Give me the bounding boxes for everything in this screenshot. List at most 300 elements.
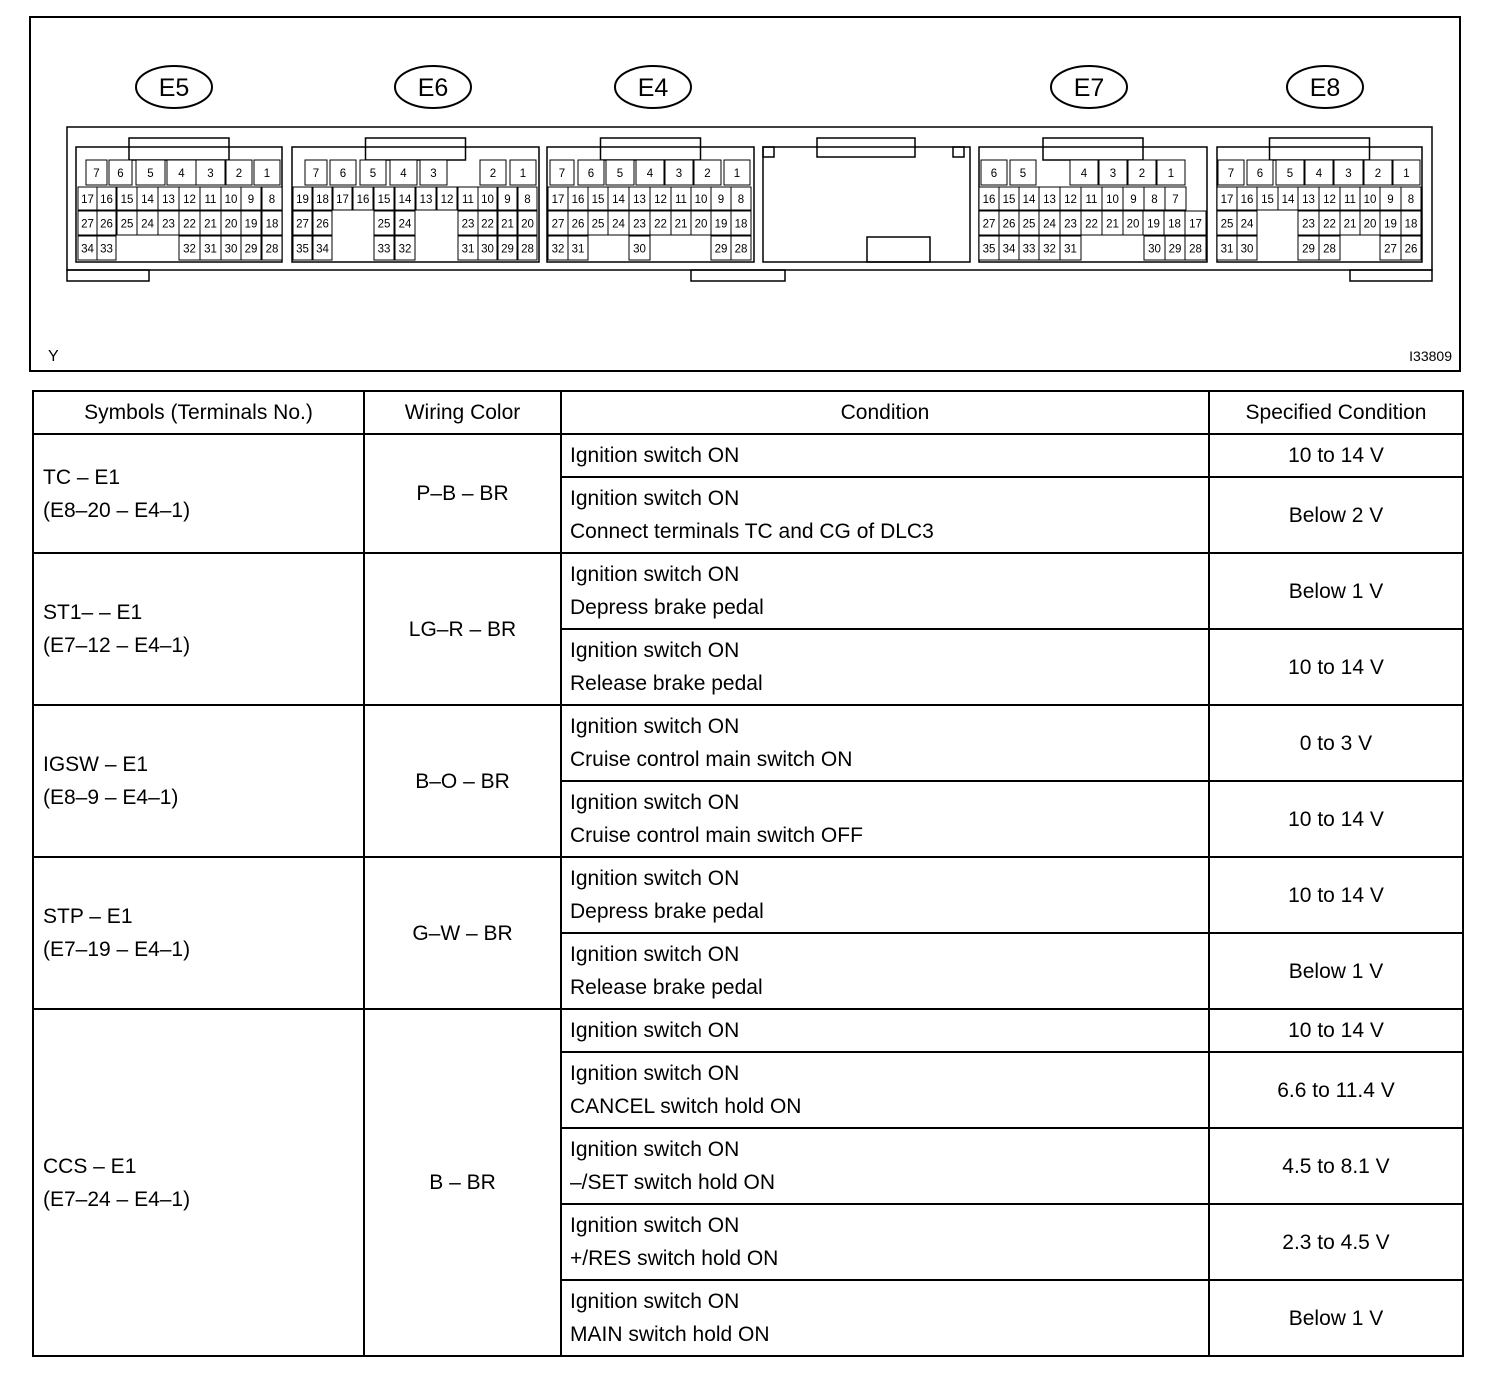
condition-line: Cruise control main switch OFF bbox=[570, 824, 863, 847]
terminal-pin bbox=[1319, 236, 1340, 260]
svg-text:8: 8 bbox=[524, 194, 531, 206]
terminal-pin bbox=[416, 187, 436, 210]
symbol-label: STP – E1 bbox=[43, 905, 133, 928]
condition-line: Release brake pedal bbox=[570, 976, 763, 999]
svg-text:10: 10 bbox=[481, 194, 494, 206]
terminal-pin bbox=[478, 211, 497, 235]
svg-text:11: 11 bbox=[1085, 194, 1098, 206]
specified-condition-cell: 10 to 14 V bbox=[1209, 1009, 1463, 1052]
terminal-pin bbox=[97, 236, 116, 260]
svg-text:2: 2 bbox=[1374, 168, 1382, 180]
terminal-pin bbox=[480, 160, 506, 185]
terminal-pin bbox=[1237, 211, 1257, 235]
connector-diagram bbox=[0, 0, 1504, 380]
svg-text:17: 17 bbox=[1220, 194, 1234, 206]
terminal-pin bbox=[731, 187, 751, 210]
svg-text:2: 2 bbox=[235, 168, 243, 180]
svg-text:12: 12 bbox=[183, 194, 196, 206]
terminal-pin bbox=[1185, 236, 1206, 260]
svg-text:29: 29 bbox=[501, 243, 514, 256]
specified-condition-cell: 10 to 14 V bbox=[1209, 857, 1463, 933]
terminal-numbers: (E7–24 – E4–1) bbox=[43, 1187, 191, 1211]
svg-text:20: 20 bbox=[1363, 218, 1377, 231]
terminal-pin bbox=[1340, 187, 1360, 210]
condition-cell bbox=[561, 1128, 1209, 1204]
terminal-pin bbox=[137, 187, 158, 210]
terminal-pin bbox=[78, 236, 97, 260]
svg-text:11: 11 bbox=[675, 194, 687, 206]
svg-text:33: 33 bbox=[100, 243, 113, 256]
svg-text:21: 21 bbox=[1343, 218, 1357, 231]
terminal-pin bbox=[568, 236, 588, 260]
terminal-pin bbox=[226, 160, 252, 185]
header-specified-condition: Specified Condition bbox=[1209, 391, 1463, 434]
condition-line: Depress brake pedal bbox=[570, 596, 764, 619]
terminal-pin bbox=[498, 187, 517, 210]
svg-text:1: 1 bbox=[733, 168, 741, 180]
svg-text:6: 6 bbox=[990, 168, 998, 180]
svg-text:31: 31 bbox=[1064, 243, 1077, 256]
terminal-pin bbox=[179, 211, 200, 235]
svg-text:21: 21 bbox=[1106, 218, 1119, 231]
condition-line: Cruise control main switch ON bbox=[570, 748, 853, 771]
terminal-pin bbox=[981, 160, 1007, 185]
svg-text:2: 2 bbox=[704, 168, 711, 180]
terminal-pin bbox=[510, 160, 536, 185]
terminal-pin bbox=[179, 187, 200, 210]
terminal-pin bbox=[629, 211, 650, 235]
terminal-numbers: (E7–12 – E4–1) bbox=[43, 634, 191, 657]
terminal-pin bbox=[262, 211, 282, 235]
terminal-pin bbox=[1123, 211, 1143, 235]
terminal-pin bbox=[200, 236, 221, 260]
terminal-pin bbox=[293, 236, 312, 260]
terminal-pin bbox=[1060, 187, 1081, 210]
specified-condition-cell: 10 to 14 V bbox=[1209, 629, 1463, 705]
svg-text:17: 17 bbox=[81, 194, 94, 206]
terminal-pin bbox=[1081, 187, 1102, 210]
terminal-pin bbox=[1217, 211, 1237, 235]
terminal-pin bbox=[1081, 211, 1102, 235]
condition-line: Ignition switch ON bbox=[570, 1062, 740, 1085]
terminal-pin bbox=[1298, 211, 1319, 235]
terminal-pin bbox=[1185, 211, 1206, 235]
svg-text:6: 6 bbox=[117, 168, 124, 180]
svg-text:22: 22 bbox=[183, 218, 196, 231]
connector-latch bbox=[1270, 138, 1370, 160]
svg-text:9: 9 bbox=[504, 194, 511, 206]
condition-cell bbox=[561, 857, 1209, 933]
svg-text:18: 18 bbox=[734, 218, 748, 231]
condition-cell bbox=[561, 553, 1209, 629]
terminal-pin bbox=[731, 236, 751, 260]
svg-text:20: 20 bbox=[224, 218, 238, 231]
terminal-pin bbox=[437, 187, 457, 210]
terminal-pin bbox=[241, 187, 261, 210]
svg-text:23: 23 bbox=[633, 218, 646, 231]
svg-text:23: 23 bbox=[1064, 218, 1077, 231]
condition-line: Ignition switch ON bbox=[570, 1290, 740, 1313]
svg-text:10: 10 bbox=[1363, 194, 1377, 206]
svg-text:21: 21 bbox=[204, 218, 217, 231]
svg-text:15: 15 bbox=[1261, 194, 1274, 206]
connector-e7 bbox=[979, 66, 1207, 262]
svg-text:19: 19 bbox=[1384, 218, 1397, 231]
svg-text:27: 27 bbox=[81, 218, 94, 231]
condition-line: Ignition switch ON bbox=[570, 943, 740, 966]
svg-text:7: 7 bbox=[1227, 168, 1235, 180]
connector-e4 bbox=[547, 66, 754, 262]
svg-text:30: 30 bbox=[1240, 243, 1254, 256]
terminal-pin bbox=[518, 211, 537, 235]
svg-text:14: 14 bbox=[612, 194, 625, 206]
symbol-cell bbox=[33, 1009, 364, 1356]
svg-text:25: 25 bbox=[591, 218, 605, 231]
terminal-pin bbox=[711, 236, 731, 260]
condition-line: Ignition switch ON bbox=[570, 444, 740, 467]
terminal-pin bbox=[724, 160, 750, 185]
terminal-pin bbox=[588, 211, 608, 235]
wiring-color-cell: B–O – BR bbox=[364, 705, 561, 857]
svg-text:20: 20 bbox=[694, 218, 708, 231]
svg-text:30: 30 bbox=[224, 243, 238, 256]
terminal-pin bbox=[1257, 187, 1278, 210]
svg-text:26: 26 bbox=[571, 218, 585, 231]
table-row bbox=[33, 553, 1463, 629]
terminal-pin bbox=[420, 160, 447, 185]
specified-condition-cell: Below 1 V bbox=[1209, 1280, 1463, 1356]
terminal-pin bbox=[330, 160, 356, 185]
terminal-spec-table bbox=[32, 390, 1464, 1357]
svg-text:19: 19 bbox=[296, 194, 309, 206]
terminal-pin bbox=[979, 187, 999, 210]
terminal-pin bbox=[518, 187, 537, 210]
terminal-pin bbox=[518, 236, 537, 260]
condition-line: Ignition switch ON bbox=[570, 1019, 740, 1042]
svg-text:9: 9 bbox=[1387, 194, 1394, 206]
svg-text:19: 19 bbox=[1147, 218, 1160, 231]
terminal-pin bbox=[1039, 187, 1060, 210]
svg-text:32: 32 bbox=[551, 243, 565, 256]
svg-text:6: 6 bbox=[1256, 168, 1264, 180]
header-symbols: Symbols (Terminals No.) bbox=[33, 391, 364, 434]
terminal-pin bbox=[691, 187, 711, 210]
condition-cell bbox=[561, 705, 1209, 781]
table-row bbox=[33, 857, 1463, 933]
svg-text:3: 3 bbox=[207, 168, 214, 180]
terminal-pin bbox=[395, 211, 415, 235]
connector-label: E8 bbox=[1309, 74, 1341, 102]
terminal-numbers: (E7–19 – E4–1) bbox=[43, 938, 191, 961]
svg-text:8: 8 bbox=[737, 194, 745, 206]
terminal-pin bbox=[374, 211, 394, 235]
terminal-pin bbox=[1218, 160, 1244, 185]
svg-text:12: 12 bbox=[440, 194, 454, 206]
svg-text:33: 33 bbox=[377, 243, 391, 256]
svg-text:33: 33 bbox=[1022, 243, 1036, 256]
terminal-pin bbox=[97, 211, 116, 235]
table-row bbox=[33, 434, 1463, 477]
svg-text:29: 29 bbox=[714, 243, 728, 256]
condition-cell bbox=[561, 933, 1209, 1009]
terminal-pin bbox=[731, 211, 751, 235]
terminal-pin bbox=[1237, 236, 1257, 260]
terminal-pin bbox=[694, 160, 721, 185]
svg-text:5: 5 bbox=[616, 168, 624, 180]
terminal-pin bbox=[1128, 160, 1156, 185]
terminal-pin bbox=[179, 236, 200, 260]
terminal-pin bbox=[313, 187, 332, 210]
svg-text:13: 13 bbox=[633, 194, 646, 206]
terminal-pin bbox=[78, 187, 97, 210]
terminal-pin bbox=[1157, 160, 1185, 185]
terminal-pin bbox=[97, 187, 116, 210]
svg-text:29: 29 bbox=[1302, 243, 1315, 256]
svg-text:23: 23 bbox=[461, 218, 475, 231]
terminal-pin bbox=[1010, 160, 1036, 185]
svg-text:16: 16 bbox=[571, 194, 585, 206]
svg-text:1: 1 bbox=[263, 168, 271, 180]
specified-condition-cell: 4.5 to 8.1 V bbox=[1209, 1128, 1463, 1204]
svg-text:25: 25 bbox=[377, 218, 391, 231]
specified-condition-cell: 6.6 to 11.4 V bbox=[1209, 1052, 1463, 1128]
terminal-pin bbox=[1070, 160, 1098, 185]
svg-text:11: 11 bbox=[462, 194, 474, 206]
terminal-pin bbox=[86, 160, 107, 185]
terminal-pin bbox=[313, 236, 332, 260]
svg-text:12: 12 bbox=[1064, 194, 1077, 206]
svg-text:17: 17 bbox=[336, 194, 349, 206]
terminal-pin bbox=[478, 236, 497, 260]
connector-label: E5 bbox=[158, 74, 190, 102]
specified-condition-cell: 0 to 3 V bbox=[1209, 705, 1463, 781]
terminal-pin bbox=[1102, 211, 1123, 235]
terminal-pin bbox=[1165, 236, 1185, 260]
svg-text:28: 28 bbox=[521, 243, 534, 256]
svg-text:2: 2 bbox=[1138, 168, 1146, 180]
svg-text:13: 13 bbox=[419, 194, 433, 206]
terminal-pin bbox=[568, 211, 588, 235]
terminal-pin bbox=[1319, 187, 1340, 210]
connector-latch bbox=[366, 138, 466, 160]
condition-line: Release brake pedal bbox=[570, 672, 763, 695]
terminal-pin bbox=[1276, 160, 1304, 185]
terminal-pin bbox=[548, 211, 568, 235]
svg-text:18: 18 bbox=[1168, 218, 1181, 231]
svg-text:13: 13 bbox=[1302, 194, 1315, 206]
header-condition: Condition bbox=[561, 391, 1209, 434]
svg-text:14: 14 bbox=[141, 194, 154, 206]
terminal-pin bbox=[1060, 236, 1081, 260]
terminal-pin bbox=[1298, 236, 1319, 260]
terminal-pin bbox=[1237, 187, 1257, 210]
terminal-pin bbox=[305, 160, 327, 185]
terminal-pin bbox=[636, 160, 664, 185]
svg-text:34: 34 bbox=[81, 243, 94, 256]
corner-label: Y bbox=[48, 348, 59, 365]
svg-text:7: 7 bbox=[558, 168, 566, 180]
terminal-pin bbox=[1217, 236, 1237, 260]
svg-text:3: 3 bbox=[675, 168, 683, 180]
svg-text:27: 27 bbox=[296, 218, 309, 231]
terminal-pin bbox=[671, 211, 691, 235]
svg-text:35: 35 bbox=[982, 243, 996, 256]
condition-line: Ignition switch ON bbox=[570, 563, 740, 586]
svg-text:6: 6 bbox=[587, 168, 595, 180]
svg-text:25: 25 bbox=[1220, 218, 1234, 231]
svg-text:24: 24 bbox=[612, 218, 625, 231]
terminal-pin bbox=[200, 211, 221, 235]
svg-text:21: 21 bbox=[674, 218, 688, 231]
svg-text:32: 32 bbox=[183, 243, 196, 256]
terminal-pin bbox=[109, 160, 132, 185]
svg-text:32: 32 bbox=[398, 243, 412, 256]
terminal-pin bbox=[333, 187, 352, 210]
symbol-cell bbox=[33, 705, 364, 857]
terminal-pin bbox=[1060, 211, 1081, 235]
condition-cell bbox=[561, 1280, 1209, 1356]
condition-line: Ignition switch ON bbox=[570, 639, 740, 662]
terminal-pin bbox=[665, 160, 693, 185]
terminal-pin bbox=[1247, 160, 1273, 185]
svg-text:5: 5 bbox=[1019, 168, 1027, 180]
svg-text:1: 1 bbox=[519, 168, 527, 180]
svg-text:9: 9 bbox=[1130, 194, 1137, 206]
terminal-pin bbox=[374, 187, 394, 210]
svg-text:26: 26 bbox=[1002, 218, 1016, 231]
terminal-pin bbox=[313, 211, 332, 235]
terminal-pin bbox=[1340, 211, 1360, 235]
terminal-pin bbox=[711, 187, 731, 210]
svg-text:8: 8 bbox=[1151, 194, 1158, 206]
ecu-mount-tab bbox=[691, 270, 785, 281]
condition-line: Ignition switch ON bbox=[570, 1138, 740, 1161]
svg-text:17: 17 bbox=[1189, 218, 1202, 231]
svg-text:13: 13 bbox=[1043, 194, 1056, 206]
terminal-pin bbox=[78, 211, 97, 235]
terminal-pin bbox=[548, 236, 568, 260]
condition-line: Ignition switch ON bbox=[570, 487, 740, 510]
symbol-cell bbox=[33, 857, 364, 1009]
condition-line: Ignition switch ON bbox=[570, 1214, 740, 1237]
svg-text:24: 24 bbox=[141, 218, 154, 231]
svg-text:31: 31 bbox=[1220, 243, 1234, 256]
terminal-pin bbox=[1102, 187, 1123, 210]
terminal-pin bbox=[353, 187, 373, 210]
condition-line: MAIN switch hold ON bbox=[570, 1323, 770, 1346]
terminal-pin bbox=[999, 187, 1019, 210]
symbol-label: TC – E1 bbox=[43, 465, 121, 489]
svg-text:22: 22 bbox=[481, 218, 494, 231]
specified-condition-cell: 2.3 to 4.5 V bbox=[1209, 1204, 1463, 1280]
connector-label: E7 bbox=[1073, 74, 1105, 102]
svg-text:14: 14 bbox=[1281, 194, 1295, 206]
svg-text:31: 31 bbox=[204, 243, 217, 256]
terminal-pin bbox=[1380, 187, 1401, 210]
svg-text:25: 25 bbox=[120, 218, 134, 231]
terminal-pin bbox=[1380, 236, 1401, 260]
terminal-pin bbox=[221, 211, 241, 235]
svg-text:23: 23 bbox=[162, 218, 175, 231]
terminal-pin bbox=[650, 187, 671, 210]
terminal-pin bbox=[498, 236, 517, 260]
condition-cell bbox=[561, 477, 1209, 553]
svg-text:5: 5 bbox=[369, 168, 377, 180]
condition-cell bbox=[561, 434, 1209, 477]
terminal-pin bbox=[262, 187, 282, 210]
svg-text:20: 20 bbox=[521, 218, 534, 231]
svg-text:16: 16 bbox=[982, 194, 996, 206]
terminal-pin bbox=[999, 236, 1019, 260]
svg-text:34: 34 bbox=[316, 243, 329, 256]
terminal-pin bbox=[1298, 187, 1319, 210]
svg-text:3: 3 bbox=[430, 168, 437, 180]
svg-text:18: 18 bbox=[1404, 218, 1418, 231]
svg-text:4: 4 bbox=[1080, 168, 1088, 180]
svg-text:9: 9 bbox=[717, 194, 725, 206]
terminal-numbers: (E8–20 – E4–1) bbox=[43, 498, 191, 522]
terminal-pin bbox=[1144, 187, 1165, 210]
svg-text:18: 18 bbox=[316, 194, 329, 206]
svg-text:26: 26 bbox=[316, 218, 329, 231]
svg-text:30: 30 bbox=[1148, 243, 1161, 256]
terminal-pin bbox=[458, 236, 478, 260]
terminal-pin bbox=[548, 187, 568, 210]
specified-condition-cell: 10 to 14 V bbox=[1209, 781, 1463, 857]
svg-text:11: 11 bbox=[1344, 194, 1356, 206]
svg-text:7: 7 bbox=[93, 168, 100, 180]
svg-text:4: 4 bbox=[1315, 168, 1323, 180]
terminal-pin bbox=[395, 187, 415, 210]
terminal-pin bbox=[158, 187, 179, 210]
terminal-pin bbox=[1319, 211, 1340, 235]
terminal-pin bbox=[374, 236, 394, 260]
svg-text:27: 27 bbox=[1384, 243, 1397, 256]
svg-text:35: 35 bbox=[296, 243, 309, 256]
terminal-pin bbox=[1039, 236, 1060, 260]
svg-text:3: 3 bbox=[1345, 168, 1352, 180]
condition-line: Ignition switch ON bbox=[570, 867, 740, 890]
header-wiring-color: Wiring Color bbox=[364, 391, 561, 434]
symbol-label: CCS – E1 bbox=[43, 1154, 137, 1178]
connector-e6 bbox=[292, 66, 539, 262]
ecu-mount-tab bbox=[1350, 270, 1432, 281]
svg-text:17: 17 bbox=[551, 194, 565, 206]
svg-text:16: 16 bbox=[1240, 194, 1254, 206]
terminal-pin bbox=[629, 236, 650, 260]
terminal-pin bbox=[568, 187, 588, 210]
svg-text:29: 29 bbox=[1168, 243, 1182, 256]
figure-id: I33809 bbox=[1409, 348, 1452, 364]
terminal-pin bbox=[498, 211, 517, 235]
svg-text:4: 4 bbox=[400, 168, 407, 180]
svg-text:22: 22 bbox=[1085, 218, 1098, 231]
terminal-pin bbox=[200, 187, 221, 210]
condition-cell bbox=[561, 1204, 1209, 1280]
svg-text:16: 16 bbox=[356, 194, 370, 206]
terminal-pin bbox=[1099, 160, 1127, 185]
terminal-pin bbox=[458, 211, 478, 235]
terminal-pin bbox=[979, 236, 999, 260]
svg-text:19: 19 bbox=[244, 218, 258, 231]
svg-text:9: 9 bbox=[247, 194, 255, 206]
terminal-pin bbox=[241, 211, 261, 235]
condition-line: –/SET switch hold ON bbox=[570, 1171, 776, 1194]
svg-text:29: 29 bbox=[244, 243, 258, 256]
terminal-pin bbox=[1360, 187, 1380, 210]
svg-text:22: 22 bbox=[1323, 218, 1336, 231]
terminal-pin bbox=[293, 187, 312, 210]
